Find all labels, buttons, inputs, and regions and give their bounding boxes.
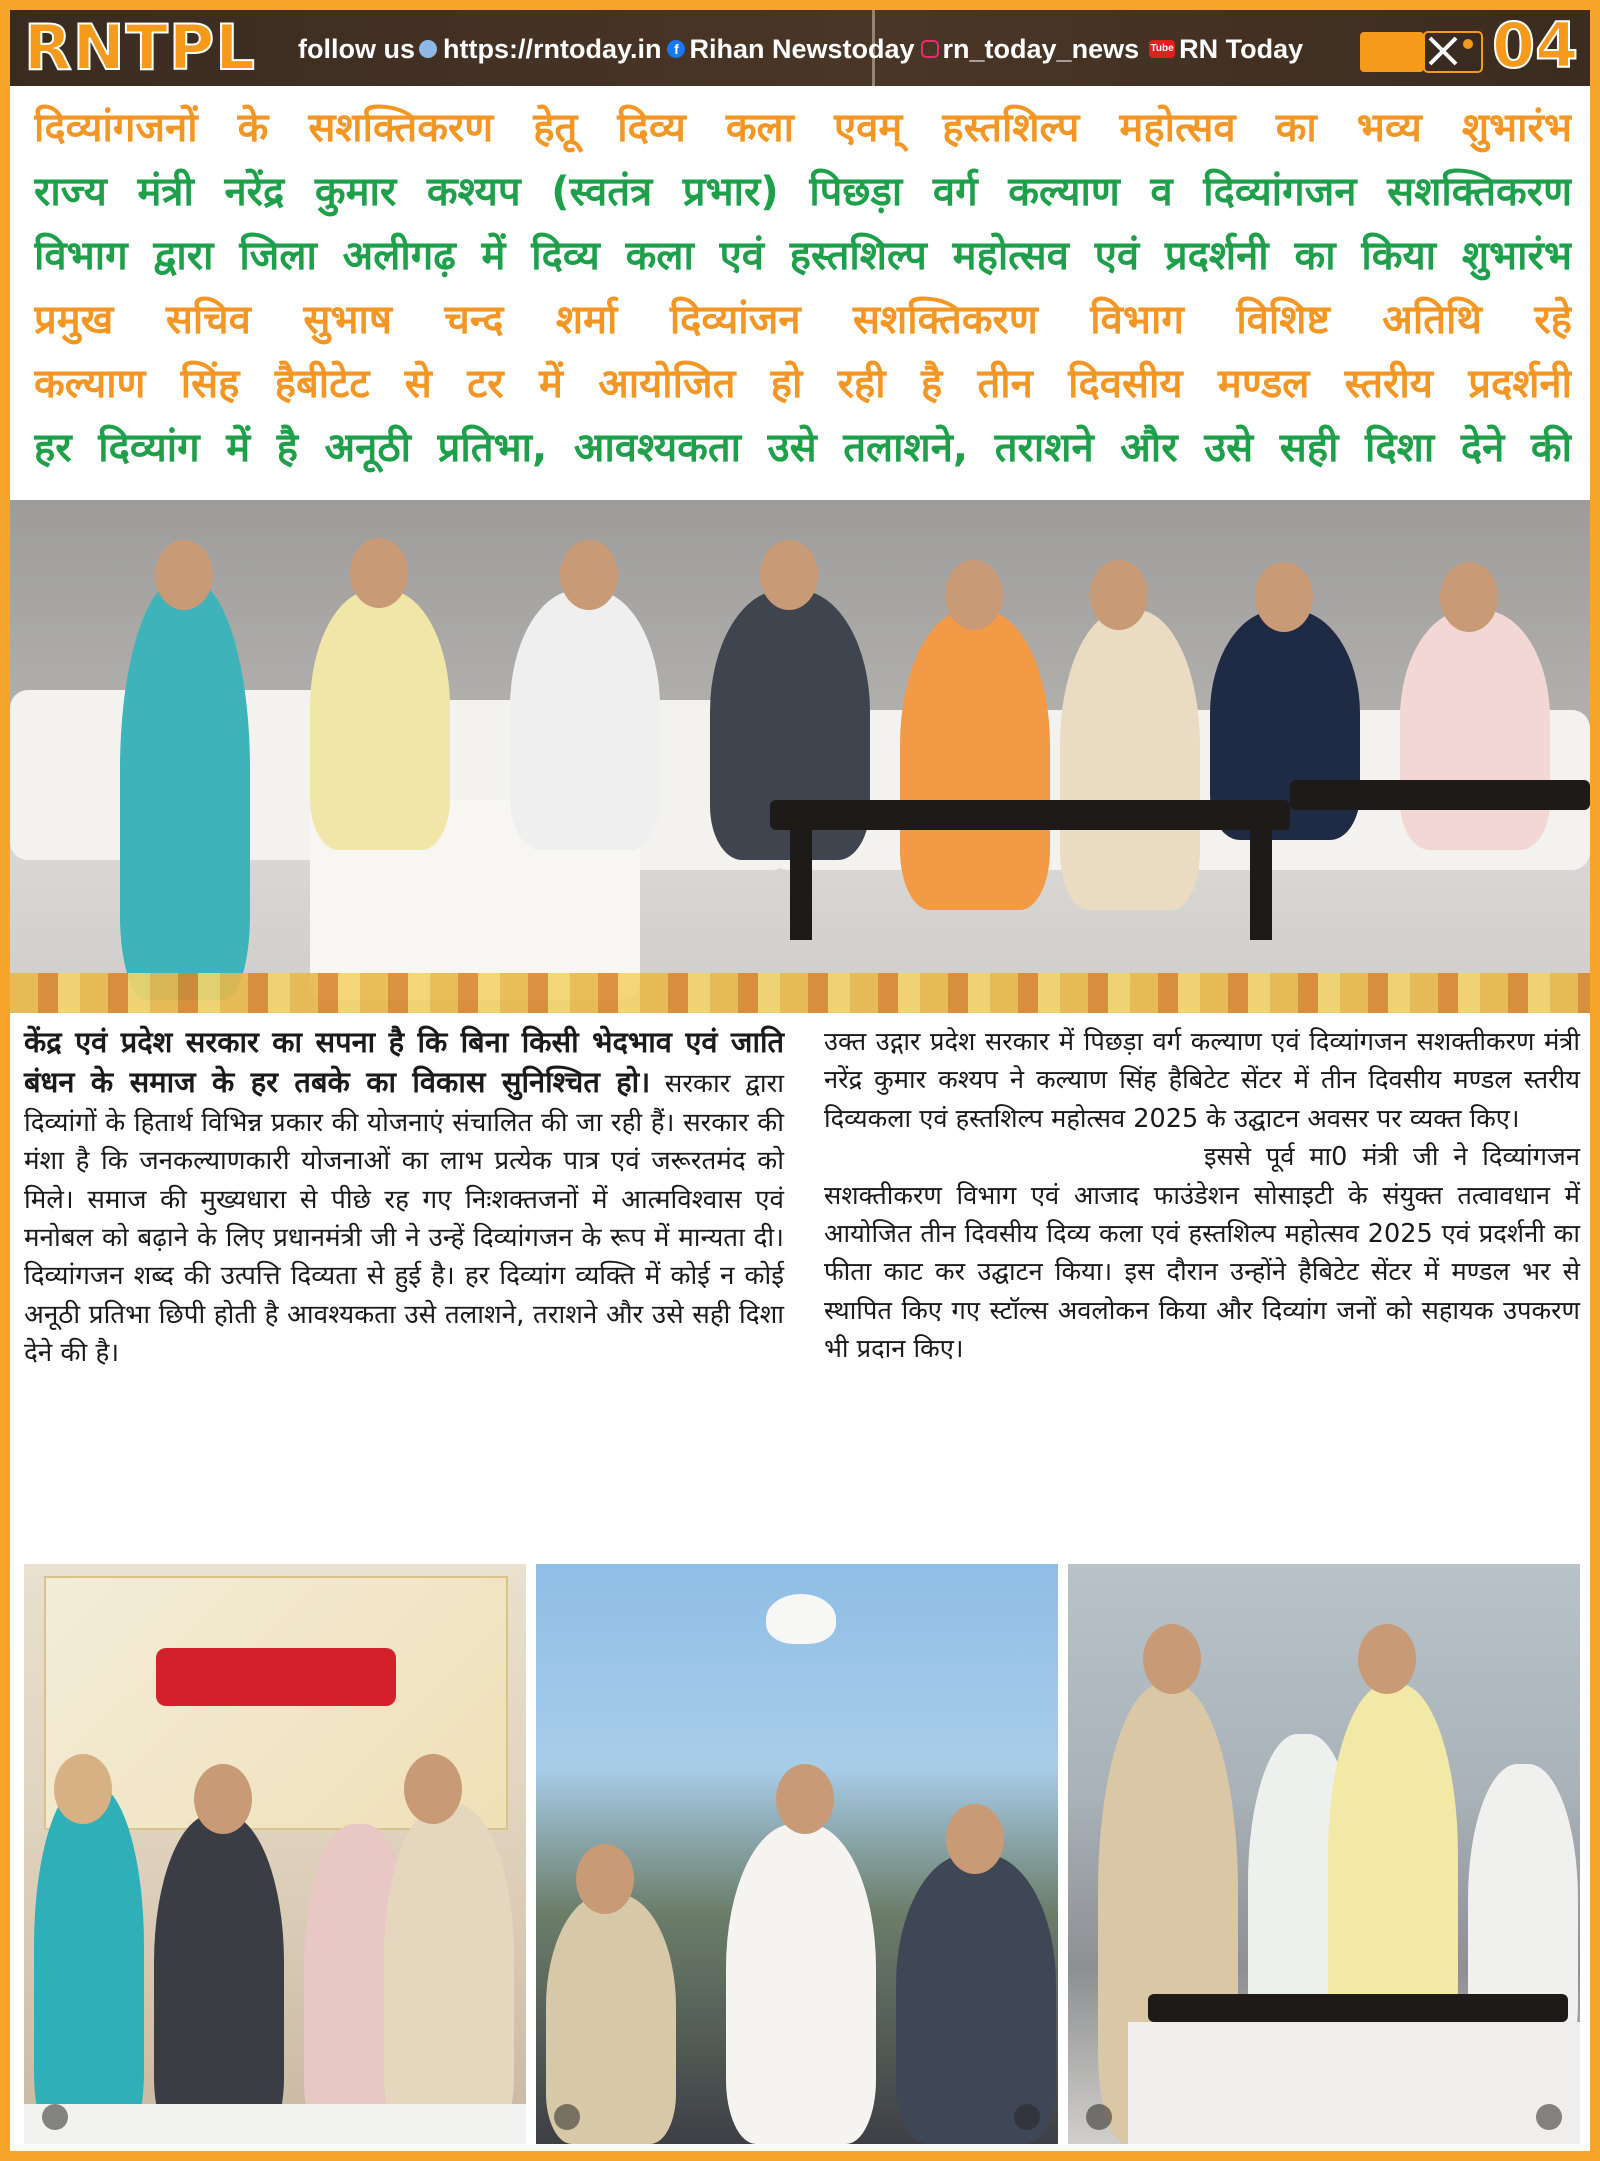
guest-head — [1090, 560, 1148, 630]
guest-head — [760, 540, 818, 610]
main-event-photo — [10, 500, 1590, 1013]
person-head — [946, 1804, 1004, 1874]
headline-line-1: दिव्यांगजनों के सशक्तिकरण हेतू दिव्य कला एवम् हस्तशिल्प महोत्सव का भव्य शुभारंभ — [34, 105, 1572, 151]
person-head — [404, 1754, 462, 1824]
greeting-photo — [1068, 1564, 1580, 2144]
person-head — [576, 1844, 634, 1914]
rn-today-logo-icon — [1360, 24, 1486, 78]
article-lead: केंद्र एवं प्रदेश सरकार का सपना है कि बिना किसी भेदभाव एवं जाति बंधन के समाज के हर तबके का विकास सुनिश्चित हो। — [24, 1025, 784, 1100]
headline-line-2: राज्य मंत्री नरेंद्र कुमार कश्यप (स्वतंत्र प्रभार) पिछड़ा वर्ग कल्याण व दिव्यांगजन सशक्तिकरण — [34, 169, 1572, 215]
person — [384, 1804, 514, 2144]
facebook-link[interactable]: Rihan Newstoday — [689, 34, 915, 64]
person-head — [776, 1764, 834, 1834]
mute-icon — [1536, 2104, 1562, 2130]
follow-label: follow us — [298, 34, 415, 64]
mute-icon — [1014, 2104, 1040, 2130]
user-icon — [42, 2104, 68, 2130]
user-icon — [554, 2104, 580, 2130]
article-paragraph — [24, 1023, 784, 1373]
article-column-2 — [824, 1023, 1580, 1369]
article-column-1 — [24, 1023, 784, 1373]
article-paragraph-1: उक्त उद्गार प्रदेश सरकार में पिछड़ा वर्ग कल्याण एवं दिव्यांगजन सशक्तीकरण मंत्री नरेंद्र कुमार कश्यप ने कल्याण सिंह हैबिटेट सेंटर में तीन दिवसीय मण्डल स्तरीय दिव्यकला एवं हस्तशिल्प महोत्सव 2025 के उद्घाटन अवसर पर व्यक्त किए। — [824, 1027, 1580, 1134]
instagram-link[interactable]: rn_today_news — [942, 34, 1140, 64]
youtube-icon: Tube — [1149, 40, 1175, 58]
coffee-table — [770, 800, 1290, 830]
headline-line-4: प्रमुख सचिव सुभाष चन्द शर्मा दिव्यांजन सशक्तिकरण विभाग विशिष्ट अतिथि रहे — [34, 297, 1572, 343]
headline-block — [34, 96, 1572, 480]
guest — [1060, 610, 1200, 910]
guest — [120, 580, 250, 1000]
page-content — [10, 10, 1590, 2151]
header-bar — [10, 10, 1590, 86]
instagram-icon — [921, 40, 939, 58]
person — [154, 1814, 284, 2144]
facebook-icon: f — [667, 40, 685, 58]
guest — [1400, 610, 1550, 850]
headline-line-5: कल्याण सिंह हैबीटेट से टर में आयोजित हो रही है तीन दिवसीय मण्डल स्तरीय प्रदर्शनी — [34, 361, 1572, 407]
guest — [900, 610, 1050, 910]
table-leg — [790, 830, 812, 940]
page-number: 04 — [1492, 9, 1579, 82]
table — [24, 2104, 526, 2144]
flower-decoration — [10, 973, 1590, 1013]
person — [34, 1784, 144, 2144]
headline-line-6: हर दिव्यांग में है अनूठी प्रतिभा, आवश्यकता उसे तलाशने, तराशने और उसे सही दिशा देने की — [34, 425, 1572, 471]
person — [896, 1854, 1056, 2144]
guest-head — [1440, 562, 1498, 632]
guest-head — [560, 540, 618, 610]
youtube-link[interactable]: RN Today — [1179, 34, 1304, 64]
floor — [1128, 2022, 1580, 2144]
article-paragraph-2: इससे पूर्व मा0 मंत्री जी ने दिव्यांगजन सशक्तीकरण विभाग एवं आजाद फाउंडेशन सोसाइटी के संयुक्त तत्वावधान में आयोजित तीन दिवसीय दिव्य कला एवं हस्तशिल्प महोत्सव 2025 एवं प्रदर्शनी का फीता काट कर उद्घाटन किया। इस दौरान उन्होंने हैबिटेट सेंटर में मण्डल भर से स्थापित किए गए स्टॉल्स अवलोकन किया और दिव्यांग जनों को सहायक उपकरण भी प्रदान किए। — [824, 1142, 1580, 1365]
coffee-table — [1148, 1994, 1568, 2022]
user-icon — [1086, 2104, 1112, 2130]
guest-head — [1255, 562, 1313, 632]
brand-logo: RNTPL — [24, 11, 256, 84]
dove — [766, 1594, 836, 1644]
article-body: सरकार द्वारा दिव्यांगों के हितार्थ विभिन्न प्रकार की योजनाएं संचालित की जा रही हैं। सरकार की मंशा है कि जनकल्याणकारी योजनाओं का लाभ प्रत्येक पात्र एवं जरूरतमंद को मिले। समाज की मुख्यधारा से पीछे रह गए निःशक्तजनों में आत्मविश्वास एवं मनोबल को बढ़ाने के लिए प्रधानमंत्री जी ने उन्हें दिव्यांगजन के रूप में मान्यता दी। दिव्यांगजन शब्द की उत्पत्ति दिव्यता से हुई है। हर दिव्यांग व्यक्ति में कोई न कोई अनूठी प्रतिभा छिपी होती है आवश्यकता उसे तलाशने, तराशने और उसे सही दिशा देने की है। — [24, 1069, 784, 1369]
guest — [510, 590, 660, 850]
dove-release-photo — [536, 1564, 1058, 2144]
guest-head — [350, 538, 408, 608]
person-head — [194, 1764, 252, 1834]
coffee-table — [1290, 780, 1590, 810]
guest-head — [155, 540, 213, 610]
globe-icon — [419, 40, 437, 58]
person — [726, 1824, 876, 2144]
person-head — [1358, 1624, 1416, 1694]
table-leg — [1250, 830, 1272, 940]
guest — [310, 590, 450, 850]
award-ceremony-photo — [24, 1564, 526, 2144]
website-link[interactable]: https://rntoday.in — [443, 34, 662, 64]
banner-title-block — [156, 1648, 396, 1706]
guest-head — [945, 560, 1003, 630]
person-head — [1143, 1624, 1201, 1694]
headline-line-3: विभाग द्वारा जिला अलीगढ़ में दिव्य कला एवं हस्तशिल्प महोत्सव एवं प्रदर्शनी का किया शुभारंभ — [34, 233, 1572, 279]
social-links — [298, 32, 1303, 66]
person-head — [54, 1754, 112, 1824]
